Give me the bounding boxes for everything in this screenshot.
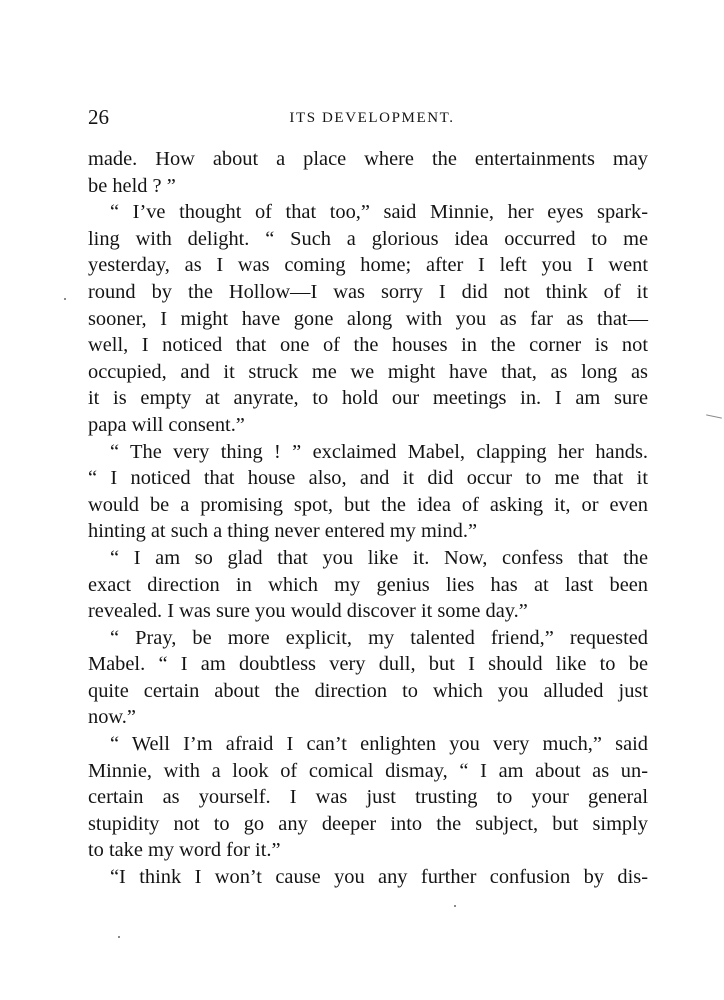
text-line: now.” [88, 706, 136, 729]
text-line: sooner, I might have gone along with you as far as that— [88, 307, 648, 330]
running-head: ITS DEVELOPMENT. [289, 110, 455, 126]
text-line: “ The very thing ! ” exclaimed Mabel, clapping her hands. [110, 440, 648, 463]
text-line: it is empty at anyrate, to hold our meetings in. I am sure [88, 387, 648, 410]
text-line: to take my word for it.” [88, 839, 281, 862]
text-line: stupidity not to go any deeper into the subject, but simply [88, 812, 648, 835]
text-line: “ Pray, be more explicit, my talented friend,” requested [110, 626, 648, 649]
text-line: quite certain about the direction to which you alluded just [88, 679, 648, 702]
text-line: “ I’ve thought of that too,” said Minnie, her eyes spark- [110, 201, 648, 224]
text-line: Minnie, with a look of comical dismay, “ I am about as un- [88, 759, 648, 782]
scan-speck [64, 298, 66, 300]
text-line: revealed. I was sure you would discover it some day.” [88, 600, 528, 623]
text-line: “ Well I’m afraid I can’t enlighten you very much,” said [110, 733, 648, 756]
scan-speck [706, 414, 722, 418]
text-line: exact direction in which my genius lies has at last been [88, 573, 648, 596]
text-line: would be a promising spot, but the idea of asking it, or even [88, 493, 648, 516]
text-line: occupied, and it struck me we might have that, as long as [88, 360, 648, 383]
text-line: hinting at such a thing never entered my mind.” [88, 520, 478, 543]
text-line: papa will consent.” [88, 413, 245, 436]
text-line: be held ? ” [88, 174, 176, 197]
text-line: well, I noticed that one of the houses in the corner is not [88, 334, 648, 357]
text-line: “ I noticed that house also, and it did occur to me that it [88, 467, 648, 490]
text-line: “I think I won’t cause you any further confusion by dis- [110, 866, 648, 889]
page-number: 26 [88, 105, 109, 129]
text-line: “ I am so glad that you like it. Now, confess that the [110, 546, 648, 569]
text-line: certain as yourself. I was just trusting to your general [88, 786, 648, 809]
body-text [88, 146, 648, 891]
text-line: Mabel. “ I am doubtless very dull, but I should like to be [88, 653, 648, 676]
text-line: made. How about a place where the entertainments may [88, 148, 648, 170]
scan-speck [454, 905, 456, 907]
text-line: ling with delight. “ Such a glorious idea occurred to me [88, 227, 648, 250]
text-line: yesterday, as I was coming home; after I left you I went [88, 254, 648, 277]
text-line: round by the Hollow—I was sorry I did not think of it [88, 280, 648, 303]
page-header [88, 103, 656, 131]
scan-speck [118, 936, 120, 938]
